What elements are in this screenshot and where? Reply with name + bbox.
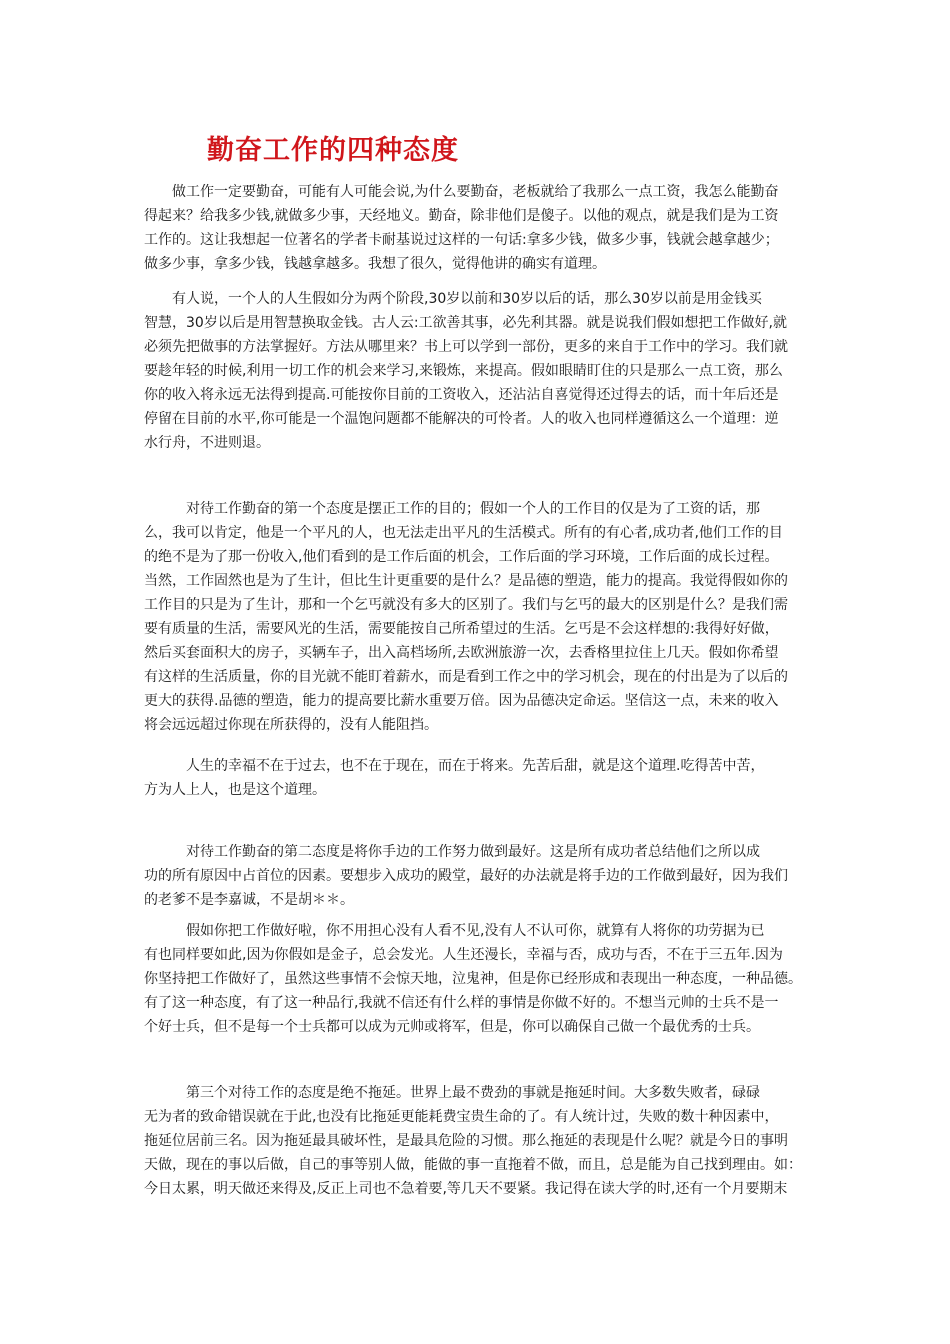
text-line: 有了这一种态度，有了这一种品行,我就不信还有什么样的事情是你做不好的。不想当元帅的士兵不是一	[144, 995, 779, 1011]
text-line: 你坚持把工作做好了，虽然这些事情不会惊天地，泣鬼神，但是你已经形成和表现出一种态度，一种品德。	[144, 971, 802, 987]
text-line: 工作的。这让我想起一位著名的学者卡耐基说过这样的一句话:拿多少钱，做多少事，钱就会越拿越少；	[144, 232, 779, 248]
paragraph-4	[144, 754, 808, 802]
text-line: 今日太累，明天做还来得及,反正上司也不急着要,等几天不要紧。我记得在读大学的时,还有一个月要期末	[144, 1181, 788, 1197]
text-line: 得起来？给我多少钱,就做多少事，天经地义。勤奋，除非他们是傻子。以他的观点，就是我们是为工资	[144, 208, 779, 224]
text-line: 有这样的生活质量，你的目光就不能盯着薪水，而是看到工作之中的学习机会，现在的付出是为了以后的	[144, 669, 788, 685]
text-line: 将会远远超过你现在所获得的，没有人能阻挡。	[144, 717, 438, 733]
text-line: 方为人上人，也是这个道理。	[144, 782, 326, 798]
paragraph-2	[144, 287, 808, 455]
text-line: 水行舟，不进则退。	[144, 435, 270, 451]
paragraph-1	[144, 180, 808, 276]
text-line: 当然，工作固然也是为了生计，但比生计更重要的是什么？是品德的塑造，能力的提高。我觉得假如你的	[144, 573, 788, 589]
text-line: 停留在目前的水平,你可能是一个温饱问题都不能解决的可怜者。人的收入也同样遵循这么一个道理：逆	[144, 411, 779, 427]
text-line: 工作目的只是为了生计，那和一个乞丐就没有多大的区别了。我们与乞丐的最大的区别是什么？是我们需	[144, 597, 788, 613]
text-line: 对待工作勤奋的第一个态度是摆正工作的目的；假如一个人的工作目的仅是为了工资的话，那	[144, 501, 760, 517]
document-title: 勤奋工作的四种态度	[207, 135, 459, 166]
text-line: 个好士兵，但不是每一个士兵都可以成为元帅或将军，但是，你可以确保自己做一个最优秀的士兵。	[144, 1019, 760, 1035]
text-line: 有人说，一个人的人生假如分为两个阶段,30岁以前和30岁以后的话，那么30岁以前是用金钱买	[144, 291, 762, 307]
text-line: 拖延位居前三名。因为拖延最具破坏性，是最具危险的习惯。那么拖延的表现是什么呢？就是今日的事明	[144, 1133, 788, 1149]
text-line: 第三个对待工作的态度是绝不拖延。世界上最不费劲的事就是拖延时间。大多数失败者，碌碌	[144, 1085, 760, 1101]
text-line: 你的收入将永远无法得到提高.可能按你目前的工资收入，还沾沾自喜觉得还过得去的话，而十年后还是	[144, 387, 779, 403]
text-line: 必须先把做事的方法掌握好。方法从哪里来？书上可以学到一部份，更多的来自于工作中的学习。我们就	[144, 339, 788, 355]
text-line: 做工作一定要勤奋，可能有人可能会说,为什么要勤奋，老板就给了我那么一点工资，我怎么能勤奋	[144, 184, 779, 200]
text-line: 么，我可以肯定，他是一个平凡的人，也无法走出平凡的生活模式。所有的有心者,成功者,他们工作的目	[144, 525, 783, 541]
text-line: 智慧，30岁以后是用智慧换取金钱。古人云:工欲善其事，必先利其器。就是说我们假如想把工作做好,就	[144, 315, 787, 331]
paragraph-3	[144, 497, 808, 737]
text-line: 的绝不是为了那一份收入,他们看到的是工作后面的机会，工作后面的学习环境，工作后面的成长过程。	[144, 549, 779, 565]
text-line: 要有质量的生活，需要风光的生活，需要能按自己所希望过的生活。乞丐是不会这样想的:我得好好做，	[144, 621, 779, 637]
text-line: 然后买套面积大的房子，买辆车子，出入高档场所,去欧洲旅游一次，去香格里拉住上几天。假如你希望	[144, 645, 779, 661]
text-line: 无为者的致命错误就在于此,也没有比拖延更能耗费宝贵生命的了。有人统计过，失败的数十种因素中，	[144, 1109, 779, 1125]
text-line: 假如你把工作做好啦，你不用担心没有人看不见,没有人不认可你，就算有人将你的功劳据为已	[144, 923, 765, 939]
text-line: 对待工作勤奋的第二态度是将你手边的工作努力做到最好。这是所有成功者总结他们之所以成	[144, 844, 760, 860]
text-line: 有也同样要如此,因为你假如是金子，总会发光。人生还漫长，幸福与否，成功与否，不在于三五年.因为	[144, 947, 783, 963]
text-line: 更大的获得.品德的塑造，能力的提高要比薪水重要万倍。因为品德决定命运。坚信这一点，未来的收入	[144, 693, 779, 709]
paragraph-5	[144, 840, 808, 912]
text-line: 做多少事，拿多少钱，钱越拿越多。我想了很久，觉得他讲的确实有道理。	[144, 256, 606, 272]
text-line: 的老爹不是李嘉诚，不是胡＊＊。	[144, 892, 354, 908]
text-line: 功的所有原因中占首位的因素。要想步入成功的殿堂，最好的办法就是将手边的工作做到最好，因为我们	[144, 868, 788, 884]
paragraph-7	[144, 1081, 808, 1201]
text-line: 天做，现在的事以后做，自己的事等别人做，能做的事一直拖着不做，而且，总是能为自己找到理由。如：	[144, 1157, 802, 1173]
paragraph-6	[144, 919, 808, 1039]
text-line: 人生的幸福不在于过去，也不在于现在，而在于将来。先苦后甜，就是这个道理.吃得苦中苦，	[144, 758, 765, 774]
text-line: 要趁年轻的时候,利用一切工作的机会来学习,来锻炼，来提高。假如眼睛盯住的只是那么一点工资，那么	[144, 363, 783, 379]
